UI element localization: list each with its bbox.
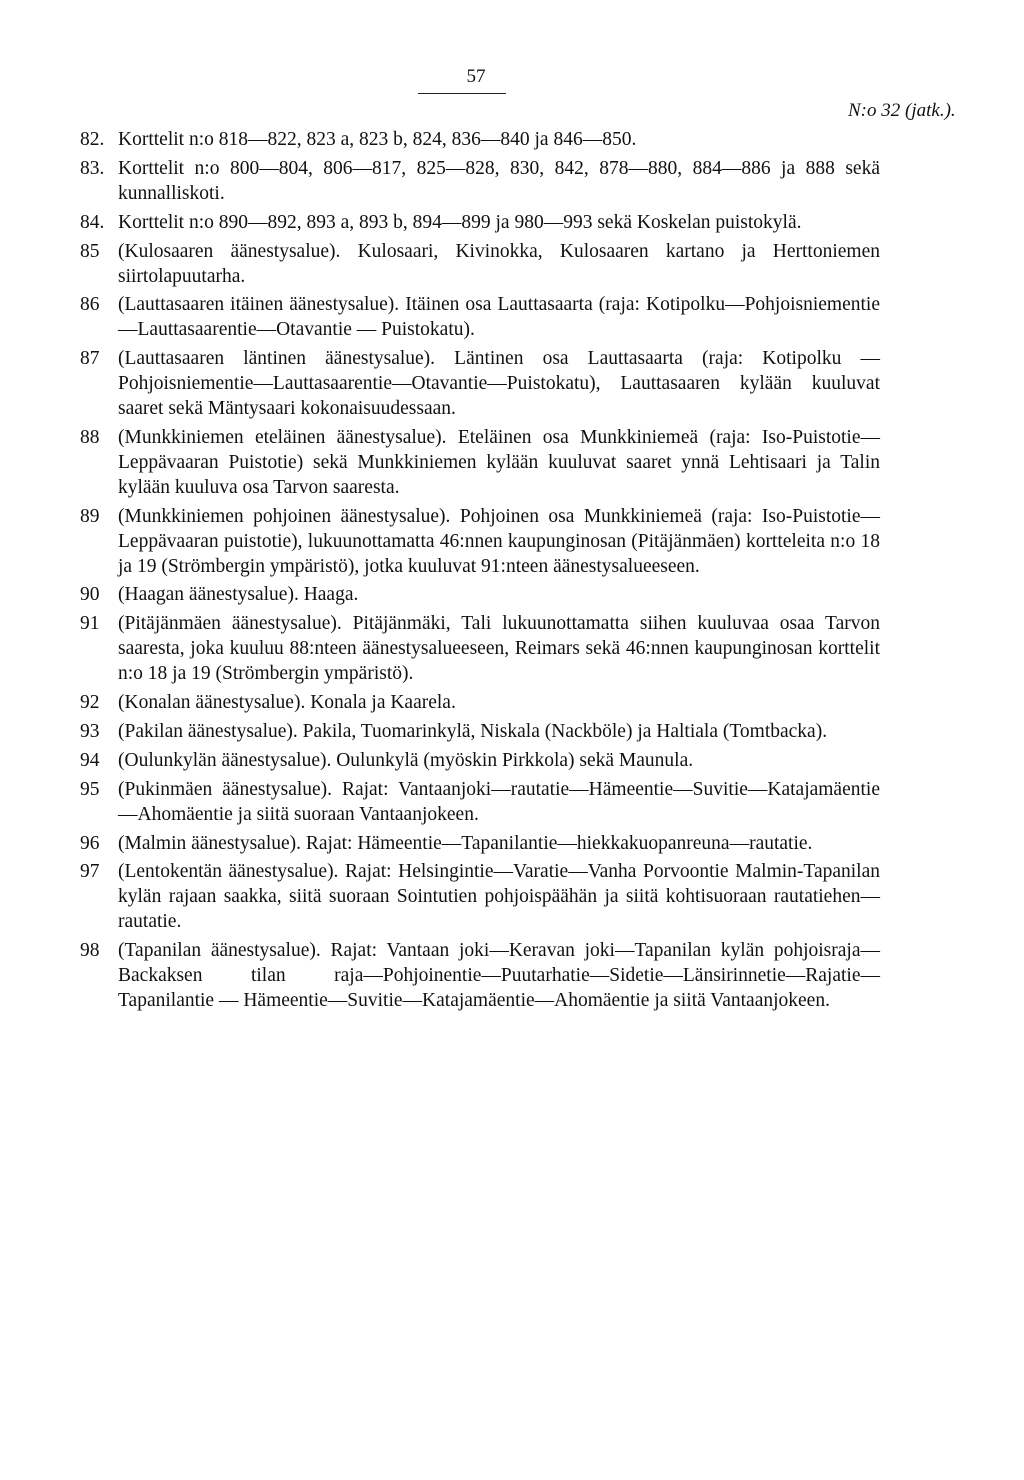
entry-text: (Munkkiniemen eteläinen äänestysalue). Eteläinen osa Munkkiniemeä (raja: Iso-Puistotie—Leppävaaran Puistotie) sekä Munkkiniemen kylään kuuluvat saaret ynnä Lehtisaari ja Talin kylään kuuluva osa Tarvon saaresta. [118,426,880,498]
list-item [80,583,880,608]
entry-text: (Haagan äänestysalue). Haaga. [118,584,359,606]
entry-text: (Lauttasaaren läntinen äänestysalue). Läntinen osa Lauttasaarta (raja: Kotipolku — Pohjoisniementie—Lauttasaarentie—Otavantie—Puistokatu), Lauttasaaren kylään kuuluvat saaret sekä Mäntysaari kokonaisuudessaan. [118,348,880,420]
entry-number: 98 [80,940,100,962]
entry-number: 92 [80,692,100,714]
list-item [80,720,880,745]
entry-text: (Munkkiniemen pohjoinen äänestysalue). Pohjoinen osa Munkkiniemeä (raja: Iso-Puistotie—Leppävaaran puistotie), lukuunottamatta 46:nnen kaupunginosan (Pitäjänmäen) kortteleita n:o 18 ja 19 (Strömbergin ympäristö), jotka kuuluvat 91:nteen äänestysalueeseen. [118,505,880,577]
entry-number: 94 [80,749,100,771]
entry-text: (Pukinmäen äänestysalue). Rajat: Vantaanjoki—rautatie—Hämeentie—Suvitie—Katajamäentie—Ahomäentie ja siitä suoraan Vantaanjokeen. [118,778,880,825]
list-item [80,749,880,774]
page-number-rule [418,93,506,94]
entry-number: 96 [80,832,100,854]
entry-number: 90 [80,584,100,606]
entry-number: 95 [80,778,100,800]
list-item [80,778,880,828]
entry-number: 86 [80,294,100,316]
entry-number: 87 [80,348,100,370]
entry-list [80,128,880,1018]
entry-text: (Pitäjänmäen äänestysalue). Pitäjänmäki, Tali lukuunottamatta siihen kuuluvaa osaa Tarvon saaresta, joka kuuluu 88:nteen äänestysalueeseen, Reimars sekä 46:nnen kaupunginosan korttelit n:o 18 ja 19 (Strömbergin ympäristö). [118,613,880,685]
entry-text: (Oulunkylän äänestysalue). Oulunkylä (myöskin Pirkkola) sekä Maunula. [118,749,694,771]
entry-text: (Malmin äänestysalue). Rajat: Hämeentie—Tapanilantie—hiekkakuopanreuna—rautatie. [118,832,813,854]
entry-text: (Pakilan äänestysalue). Pakila, Tuomarinkylä, Niskala (Nackböle) ja Haltiala (Tomtbacka). [118,720,828,742]
entry-number: 93 [80,720,100,742]
entry-text: Korttelit n:o 800—804, 806—817, 825—828, 830, 842, 878—880, 884—886 ja 888 sekä kunnalliskoti. [118,157,880,204]
entry-text: (Kulosaaren äänestysalue). Kulosaari, Kivinokka, Kulosaaren kartano ja Herttoniemen siirtolapuutarha. [118,240,880,287]
page-number: 57 [466,66,486,87]
entry-number: 88 [80,426,100,448]
entry-number: 83. [80,157,105,179]
entry-number: 84. [80,211,105,233]
list-item [80,128,880,153]
entry-text: Korttelit n:o 818—822, 823 a, 823 b, 824, 836—840 ja 846—850. [118,129,637,150]
entry-text: Korttelit n:o 890—892, 893 a, 893 b, 894—899 ja 980—993 sekä Koskelan puistokylä. [118,211,802,233]
entry-number: 82. [80,129,105,150]
list-item [80,347,880,422]
list-item [80,505,880,580]
entry-number: 89 [80,505,100,527]
list-item [80,832,880,857]
continuation-note: N:o 32 (jatk.). [848,100,956,121]
entry-text: (Tapanilan äänestysalue). Rajat: Vantaan joki—Keravan joki—Tapanilan kylän pohjoisraja—Backaksen tilan raja—Pohjoinentie—Puutarhatie—Sidetie—Länsirinnetie—Rajatie—Tapanilantie — Hämeentie—Suvitie—Katajamäentie—Ahomäentie ja siitä Vantaanjokeen. [118,940,880,1011]
list-item [80,939,880,1014]
list-item [80,860,880,935]
list-item [80,157,880,207]
entry-text: (Lauttasaaren itäinen äänestysalue). Itäinen osa Lauttasaarta (raja: Kotipolku—Pohjoisniementie—Lauttasaarentie—Otavantie — Puistokatu). [118,294,880,341]
list-item [80,691,880,716]
list-item [80,293,880,343]
list-item [80,240,880,290]
entry-number: 85 [80,240,100,262]
list-item [80,612,880,687]
list-item [80,426,880,501]
entry-number: 91 [80,613,100,635]
entry-number: 97 [80,861,100,883]
entry-text: (Konalan äänestysalue). Konala ja Kaarela. [118,692,456,714]
entry-text: (Lentokentän äänestysalue). Rajat: Helsingintie—Varatie—Vanha Porvoontie Malmin-Tapanilan kylän rajaan saakka, siitä suoraan Sointutien pohjoispäähän ja siitä kohtisuoraan rautatiehen—rautatie. [118,861,880,933]
list-item [80,211,880,236]
